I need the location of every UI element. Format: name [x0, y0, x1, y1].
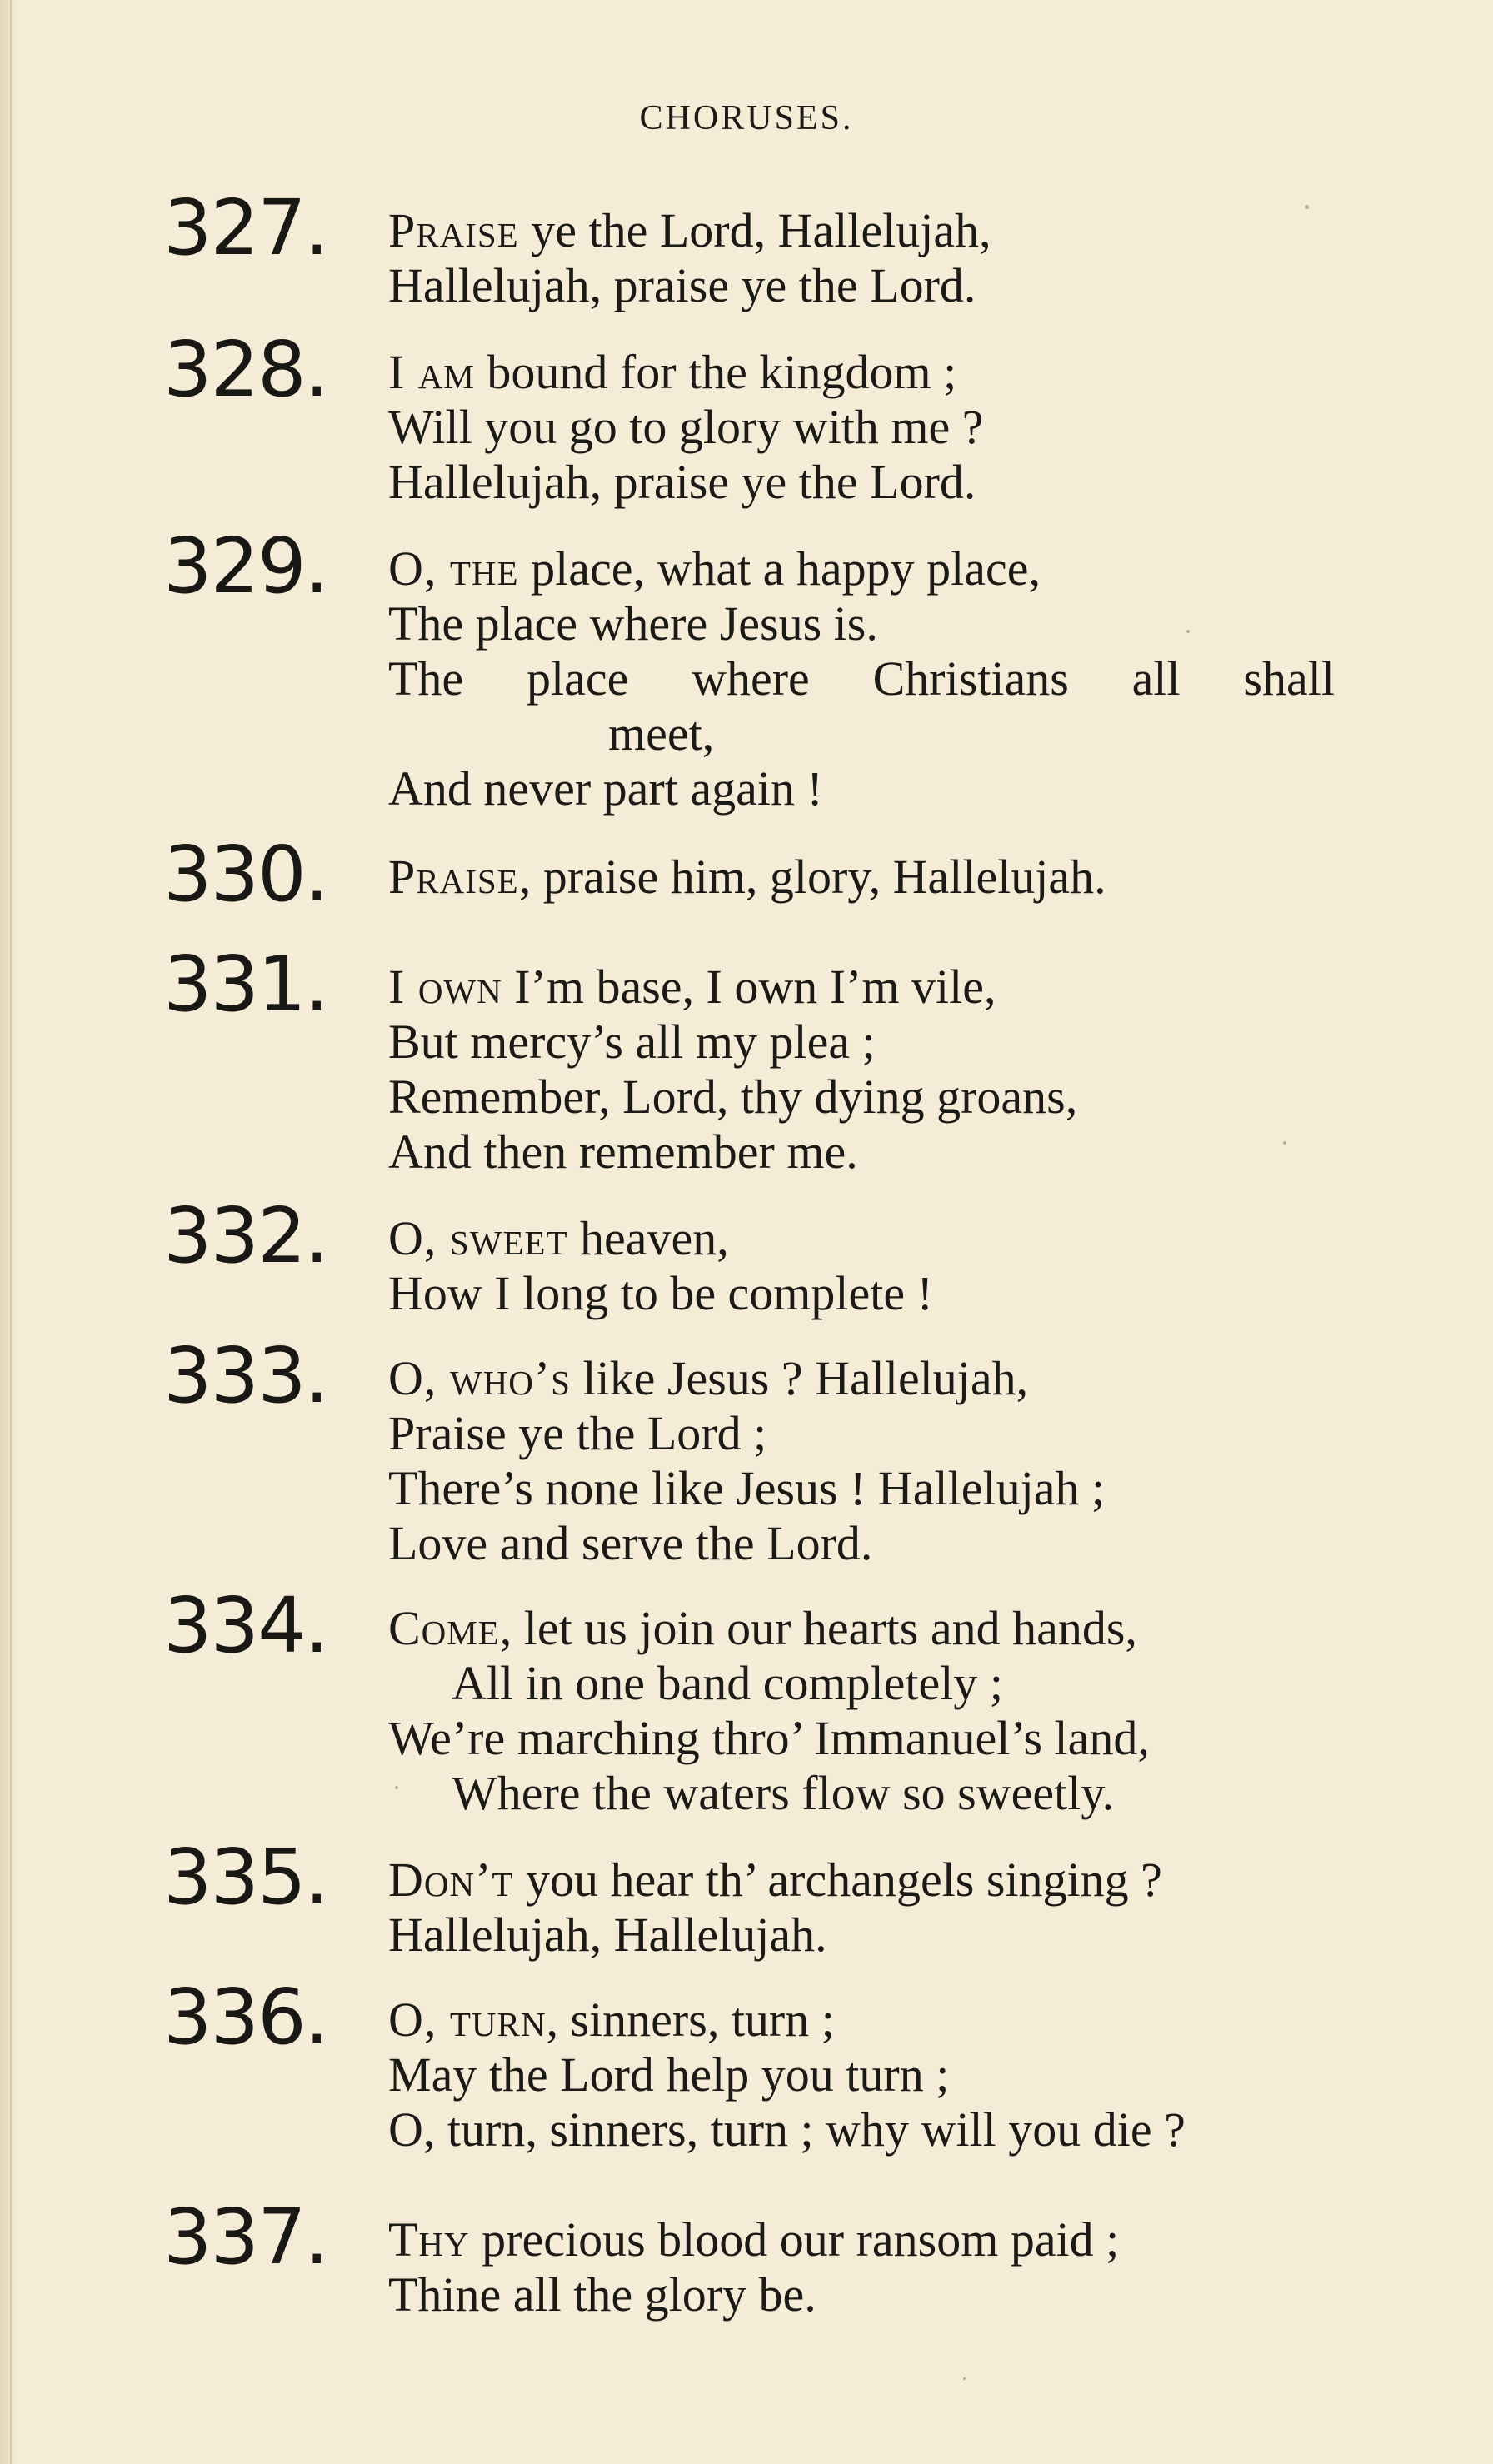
hymn-line: But mercy’s all my plea ;	[388, 1015, 876, 1069]
word: shall	[1243, 651, 1335, 706]
hymn-line: Hallelujah, praise ye the Lord.	[388, 258, 976, 312]
paper-speck	[1186, 630, 1190, 633]
line-text: heaven,	[567, 1211, 729, 1265]
hymn-line	[388, 2212, 1421, 2267]
hymn-text	[388, 345, 1421, 510]
page-edge-line	[10, 0, 12, 2464]
hymn-line: Hallelujah, Hallelujah.	[388, 1908, 827, 1962]
word: Christians	[872, 651, 1069, 706]
line-lead-caps: I am	[388, 345, 475, 399]
hymn-number: 332.	[163, 1191, 327, 1280]
hymn-line: And never part again !	[388, 761, 823, 816]
line-lead-caps: O, sweet	[388, 1211, 568, 1265]
hymn-line	[388, 1601, 1421, 1656]
hymn-number: 336.	[163, 1973, 327, 2062]
hymn-line: Hallelujah, praise ye the Lord.	[388, 455, 976, 509]
hymn-text	[388, 960, 1421, 1180]
line-lead-caps: O, turn	[388, 1993, 547, 2047]
hymn-number: 327.	[163, 183, 327, 272]
hymn-text	[388, 1853, 1421, 1963]
hymn-text	[388, 1601, 1421, 1821]
hymn-line-justified	[388, 651, 1335, 706]
hymn-line	[388, 1351, 1421, 1406]
line-lead-caps: O, the	[388, 541, 519, 596]
hymn-text	[388, 203, 1421, 313]
hymn-line: Love and serve the Lord.	[388, 1516, 873, 1570]
line-lead-caps: Praise	[388, 850, 519, 904]
hymn-line	[388, 1853, 1421, 1908]
paper-speck	[1305, 205, 1309, 209]
hymn-number: 333.	[163, 1331, 327, 1420]
hymn-line: The place where Jesus is.	[388, 596, 878, 651]
word: all	[1131, 651, 1181, 706]
hymn-number: 328.	[163, 325, 327, 414]
hymn-line: Remember, Lord, thy dying groans,	[388, 1070, 1078, 1124]
line-lead-caps: Don’t	[388, 1853, 514, 1907]
line-text: ye the Lord, Hallelujah,	[518, 203, 991, 257]
hymn-line-indented: Where the waters flow so sweetly.	[452, 1766, 1115, 1820]
hymn-text	[388, 1993, 1421, 2157]
hymn-line: Praise ye the Lord ;	[388, 1406, 767, 1460]
hymn-line: May the Lord help you turn ;	[388, 2048, 950, 2102]
hymn-number: 335.	[163, 1833, 327, 1922]
hymn-line	[388, 541, 1421, 596]
hymn-line-turnover: meet,	[608, 706, 715, 761]
line-text: you hear th’ archangels singing ?	[513, 1853, 1162, 1907]
hymn-line: We’re marching thro’ Immanuel’s land,	[388, 1711, 1150, 1765]
word: The	[388, 651, 464, 706]
hymn-number: 330.	[163, 830, 327, 919]
line-lead-caps: Praise	[388, 203, 519, 257]
paper-speck	[963, 2377, 966, 2380]
hymn-line: How I long to be complete !	[388, 1266, 933, 1320]
line-text: bound for the kingdom ;	[474, 345, 957, 399]
hymn-line	[388, 850, 1421, 905]
page-edge	[0, 0, 18, 2464]
hymn-text	[388, 1211, 1421, 1321]
hymn-line	[388, 203, 1421, 258]
line-text: I’m base, I own I’m vile,	[502, 960, 996, 1014]
running-head: CHORUSES.	[639, 99, 854, 137]
hymn-number: 331.	[163, 940, 327, 1029]
hymn-line: And then remember me.	[388, 1125, 858, 1179]
hymn-line: O, turn, sinners, turn ; why will you die ?	[388, 2102, 1186, 2157]
hymn-line	[388, 1993, 1421, 2048]
line-text: place, what a happy place,	[518, 541, 1041, 596]
paper-speck	[395, 1786, 398, 1789]
hymn-text	[388, 1351, 1421, 1571]
hymn-text	[388, 2212, 1421, 2322]
hymn-text	[388, 850, 1421, 905]
line-lead-caps: Thy	[388, 2212, 470, 2267]
hymn-line: There’s none like Jesus ! Hallelujah ;	[388, 1461, 1106, 1515]
hymn-line	[388, 345, 1421, 400]
hymn-text	[388, 541, 1421, 816]
hymn-line-indented: All in one band completely ;	[452, 1656, 1004, 1710]
word: place	[526, 651, 629, 706]
paper-speck	[1283, 1141, 1286, 1145]
line-text: precious blood our ransom paid ;	[469, 2212, 1120, 2267]
line-text: , praise him, glory, Hallelujah.	[518, 850, 1106, 904]
line-text: like Jesus ? Hallelujah,	[570, 1351, 1029, 1405]
word: where	[692, 651, 810, 706]
hymn-number: 337.	[163, 2192, 327, 2282]
line-lead-caps: Come	[388, 1601, 500, 1655]
hymn-line	[388, 960, 1421, 1015]
line-text: , let us join our hearts and hands,	[499, 1601, 1137, 1655]
line-lead-caps: O, who’s	[388, 1351, 571, 1405]
hymn-number: 334.	[163, 1581, 327, 1670]
hymn-line: Thine all the glory be.	[388, 2267, 816, 2322]
hymn-line	[388, 1211, 1421, 1266]
line-text: , sinners, turn ;	[546, 1993, 835, 2047]
hymn-line: Will you go to glory with me ?	[388, 400, 984, 454]
hymn-number: 329.	[163, 521, 327, 611]
line-lead-caps: I own	[388, 960, 502, 1014]
